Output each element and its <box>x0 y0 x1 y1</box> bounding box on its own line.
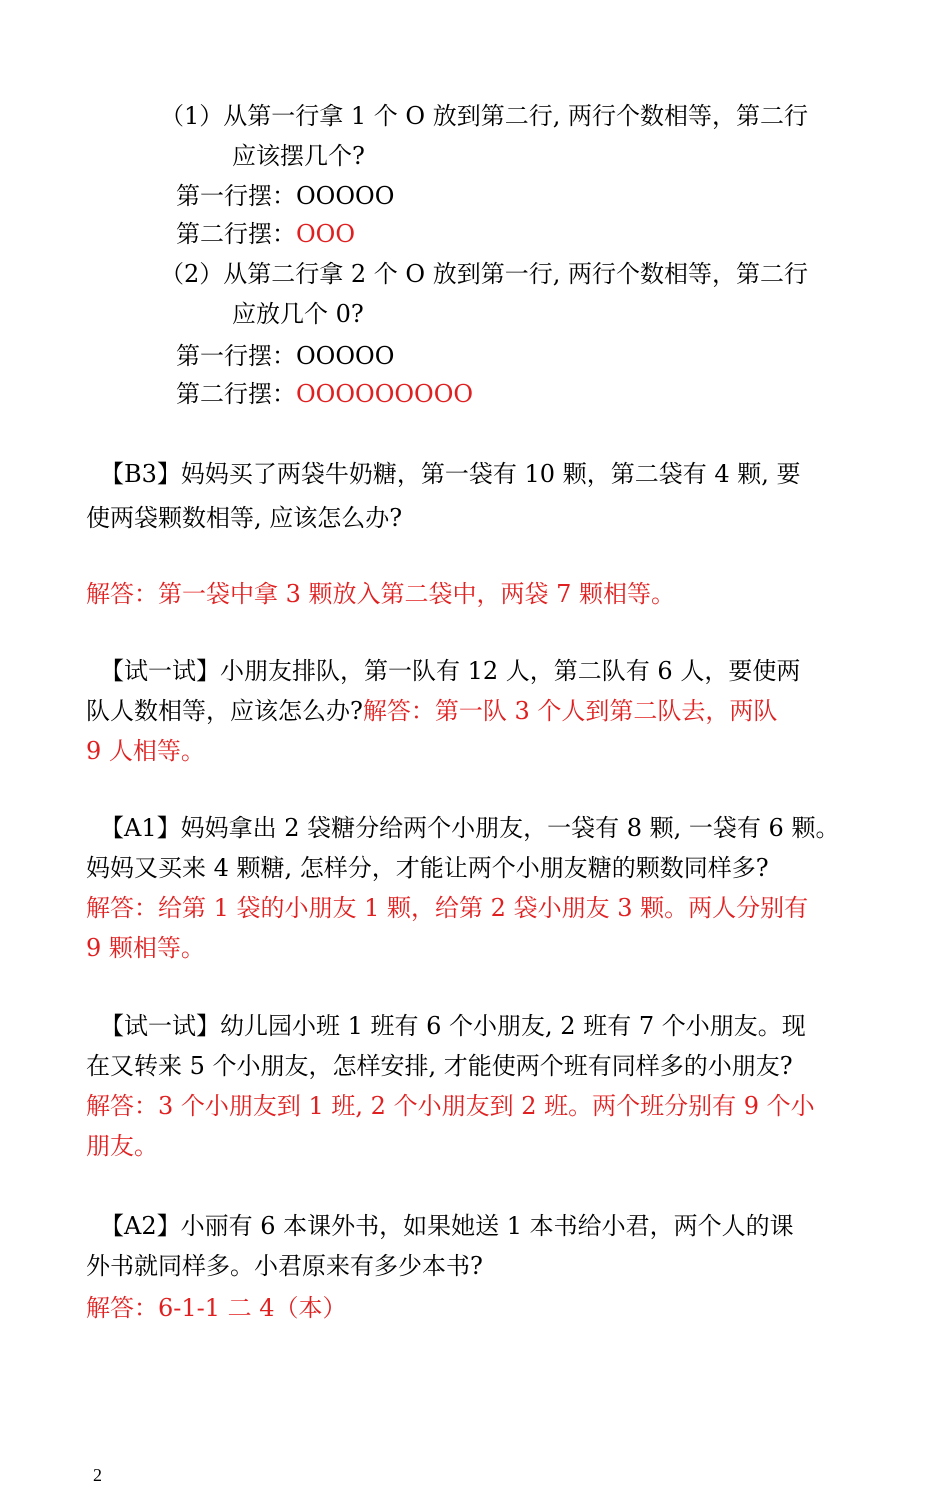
b3-answer: 解答：第一袋中拿 3 颗放入第二袋中，两袋 7 颗相等。 <box>86 580 676 608</box>
try2-answer-line1: 解答：3 个小朋友到 1 班, 2 个小朋友到 2 班。两个班分别有 9 个小 <box>86 1092 815 1120</box>
b3-question-line2: 使两袋颗数相等, 应该怎么办? <box>86 504 403 532</box>
q2-row2-label: 第二行摆： <box>176 380 296 408</box>
q1-row2-answer: OOO <box>296 220 356 248</box>
a2-question-line2: 外书就同样多。小君原来有多少本书? <box>86 1252 483 1280</box>
a1-answer-line1: 解答：给第 1 袋的小朋友 1 颗，给第 2 袋小朋友 3 颗。两人分别有 <box>86 894 809 922</box>
q1-row2 <box>176 218 355 250</box>
a1-question-line1: 【A1】妈妈拿出 2 袋糖分给两个小朋友，一袋有 8 颗, 一袋有 6 颗。 <box>100 814 840 842</box>
q2-row2 <box>176 378 473 410</box>
try1-question-line2: 队人数相等，应该怎么办? <box>86 697 363 725</box>
a1-question-line2: 妈妈又买来 4 颗糖, 怎样分，才能让两个小朋友糖的颗数同样多? <box>86 854 769 882</box>
q1-row1-label: 第一行摆： <box>176 182 296 210</box>
q2-row1 <box>176 340 394 372</box>
q2-row1-value: OOOOO <box>296 342 395 370</box>
q1-text-line1: （1）从第一行拿 1 个 O 放到第二行, 两行个数相等，第二行 <box>160 102 808 130</box>
q1-text-line2: 应该摆几个? <box>232 142 365 170</box>
q1-row1-value: OOOOO <box>296 182 395 210</box>
page-number: 2 <box>93 1465 102 1485</box>
q2-text-line1: （2）从第二行拿 2 个 O 放到第一行, 两行个数相等，第二行 <box>160 260 808 288</box>
a2-question-line1: 【A2】小丽有 6 本课外书，如果她送 1 本书给小君，两个人的课 <box>100 1212 794 1240</box>
try1-question-line1: 【试一试】小朋友排队，第一队有 12 人，第二队有 6 人，要使两 <box>100 657 801 685</box>
try2-question-line1: 【试一试】幼儿园小班 1 班有 6 个小朋友, 2 班有 7 个小朋友。现 <box>100 1012 806 1040</box>
a1-answer-line2: 9 颗相等。 <box>86 934 205 962</box>
try1-answer-line2: 9 人相等。 <box>86 737 205 765</box>
try1-line2 <box>86 695 777 727</box>
q2-row2-answer: OOOOOOOOO <box>296 380 474 408</box>
b3-question-line1: 【B3】妈妈买了两袋牛奶糖，第一袋有 10 颗，第二袋有 4 颗, 要 <box>100 460 801 488</box>
try1-answer-line1: 解答：第一队 3 个人到第二队去，两队 <box>362 697 778 725</box>
a2-answer: 解答：6-1-1 二 4（本） <box>86 1294 347 1322</box>
q2-text-line2: 应放几个 0? <box>232 300 364 328</box>
try2-answer-line2: 朋友。 <box>86 1132 158 1160</box>
q1-row2-label: 第二行摆： <box>176 220 296 248</box>
q1-row1 <box>176 180 394 212</box>
q2-row1-label: 第一行摆： <box>176 342 296 370</box>
try2-question-line2: 在又转来 5 个小朋友，怎样安排, 才能使两个班有同样多的小朋友? <box>86 1052 793 1080</box>
